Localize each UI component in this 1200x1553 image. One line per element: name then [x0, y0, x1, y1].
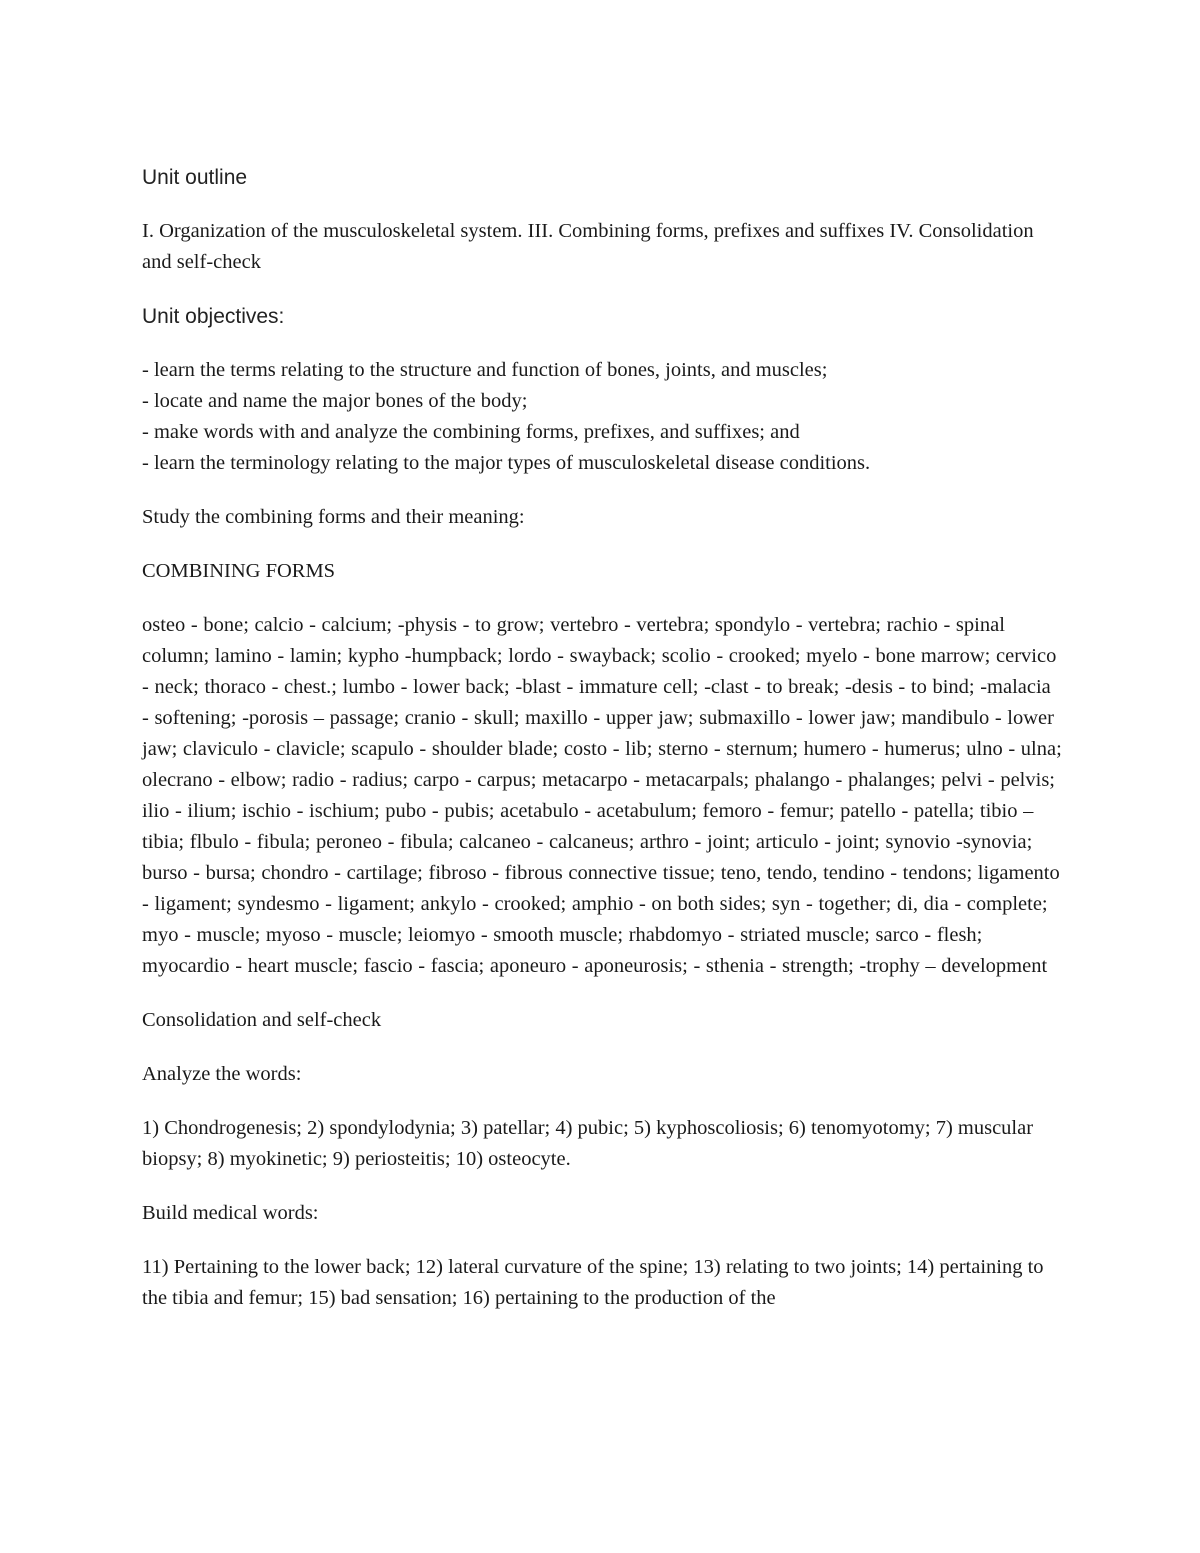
document-page [142, 162, 1062, 1337]
unit-outline-text: I. Organization of the musculoskeletal system. III. Combining forms, prefixes and suffixes IV. Consolidation and self-check [142, 220, 1034, 273]
combining-forms-heading: COMBINING FORMS [142, 560, 336, 582]
unit-outline-heading: Unit outline [142, 166, 248, 189]
consolidation-heading: Consolidation and self-check [142, 1009, 382, 1031]
build-heading: Build medical words: [142, 1202, 319, 1224]
analyze-heading: Analyze the words: [142, 1063, 302, 1085]
objective-item: - make words with and analyze the combining forms, prefixes, and suffixes; and [142, 421, 800, 443]
unit-objectives-heading: Unit objectives: [142, 305, 285, 328]
unit-objectives-list [142, 355, 1062, 479]
objective-item: - learn the terminology relating to the major types of musculoskeletal disease conditions. [142, 452, 871, 474]
combining-forms-text: osteo - bone; calcio - calcium; -physis - to grow; vertebro - vertebra; spondylo - vertebra; rachio - spinal column; lamino - lamin; kypho -humpback; lordo - swayback; scolio - crooked; myelo - bone marrow; cervico - neck; thoraco - chest.; lumbo - lower back; -blast - immature cell; -clast - to break; -desis - to bind; -malacia - softening; -porosis – passage; cranio - skull; maxillo - upper jaw; submaxillo - lower jaw; mandibulo - lower jaw; claviculo - clavicle; scapulo - shoulder blade; costo - lib; sterno - sternum; humero - humerus; ulno - ulna; olecrano - elbow; radio - radius; carpo - carpus; metacarpo - metacarpals; phalango - phalanges; pelvi - pelvis; ilio - ilium; ischio - ischium; pubo - pubis; acetabulo - acetabulum; femoro - femur; patello - patella; tibio – tibia; flbulo - fibula; peroneo - fibula; calcaneo - calcaneus; arthro - joint; articulo - joint; synovio -synovia; burso - bursa; chondro - cartilage; fibroso - fibrous connective tissue; teno, tendo, tendino - tendons; ligamento - ligament; syndesmo - ligament; ankylo - crooked; amphio - on both sides; syn - together; di, dia - complete; myo - muscle; myoso - muscle; leiomyo - smooth muscle; rhabdomyo - striated muscle; sarco - flesh; myocardio - heart muscle; fascio - fascia; aponeuro - aponeurosis; - sthenia - strength; -trophy – development [142, 614, 1062, 977]
build-words-text: 11) Pertaining to the lower back; 12) lateral curvature of the spine; 13) relating to two joints; 14) pertaining to the tibia and femur; 15) bad sensation; 16) pertaining to the production of the [142, 1256, 1044, 1309]
objective-item: - locate and name the major bones of the body; [142, 390, 528, 412]
study-intro: Study the combining forms and their meaning: [142, 506, 525, 528]
analyze-words-text: 1) Chondrogenesis; 2) spondylodynia; 3) patellar; 4) pubic; 5) kyphoscoliosis; 6) tenomyotomy; 7) muscular biopsy; 8) myokinetic; 9) periosteitis; 10) osteocyte. [142, 1117, 1034, 1170]
objective-item: - learn the terms relating to the structure and function of bones, joints, and muscles; [142, 359, 828, 381]
